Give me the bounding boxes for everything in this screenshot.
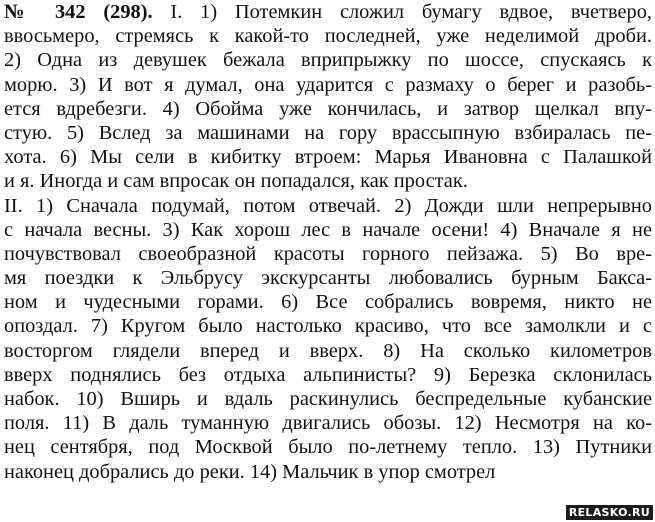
text-line-10: с начала весны. 3) Как хорош лес в начале осени! 4) Вначале я не <box>4 218 652 241</box>
text-line-13: ном и чудесными горами. 6) Все собрались вовремя, никто не <box>4 291 652 314</box>
text-line-19: нец сентября, под Москвой было по-летнему тепло. 13) Путники <box>4 436 652 459</box>
text-line-15: восторгом глядели вперед и вверх. 8) На сколько километров <box>4 339 652 362</box>
site-watermark: RELASKO.RU <box>566 505 653 520</box>
text-line-6: стую. 5) Вслед за машинами на гору врассыпную взбиралась пе- <box>4 121 652 144</box>
text-line-3: 2) Одна из девушек бежала вприпрыжку по шоссе, спускаясь к <box>4 49 652 72</box>
text-line-2: ввосьмеро, стремясь к какой-то последней, уже неделимой дроби. <box>4 25 652 48</box>
exercise-number: № 342 (298). <box>4 1 153 23</box>
exercise-text <box>4 0 652 484</box>
text-line-18: поля. 11) В даль туманную двигались обозы. 12) Несмотря на ко- <box>4 412 652 435</box>
text-line-1-content: I. 1) Потемкин сложил бумагу вдвое, вчетверо, <box>152 1 652 23</box>
text-line-9: II. 1) Сначала подумай, потом отвечай. 2) Дожди шли непрерывно <box>4 194 652 217</box>
text-line-7: хота. 6) Мы сели в кибитку втроем: Марья Ивановна с Палашкой <box>4 146 652 169</box>
text-line-5: ется вдребезги. 4) Обойма уже кончилась, и затвор щелкал впу- <box>4 97 652 120</box>
text-line-20: наконец добрались до реки. 14) Мальчик в упор смотрел <box>4 460 496 483</box>
text-line-16: вверх поднялись без отдыха альпинисты? 9) Березка склонилась <box>4 363 652 386</box>
text-line-14: опоздал. 7) Кругом было настолько красиво, что все замолкли и с <box>4 315 652 338</box>
text-line-4: морю. 3) И вот я думал, она ударится с размаху о берег и разобь- <box>4 73 652 96</box>
text-line-1 <box>4 0 652 24</box>
text-line-8: и я. Иногда и сам впросак он попадался, как простак. <box>4 170 468 193</box>
text-line-11: почувствовал своеобразной красоты горного пейзажа. 5) Во вре- <box>4 242 652 265</box>
text-line-12: мя поездки к Эльбрусу экскурсанты любовались бурным Баксa- <box>4 267 652 290</box>
text-line-17: набок. 10) Вширь и вдаль раскинулись беспредельные кубанские <box>4 388 652 410</box>
